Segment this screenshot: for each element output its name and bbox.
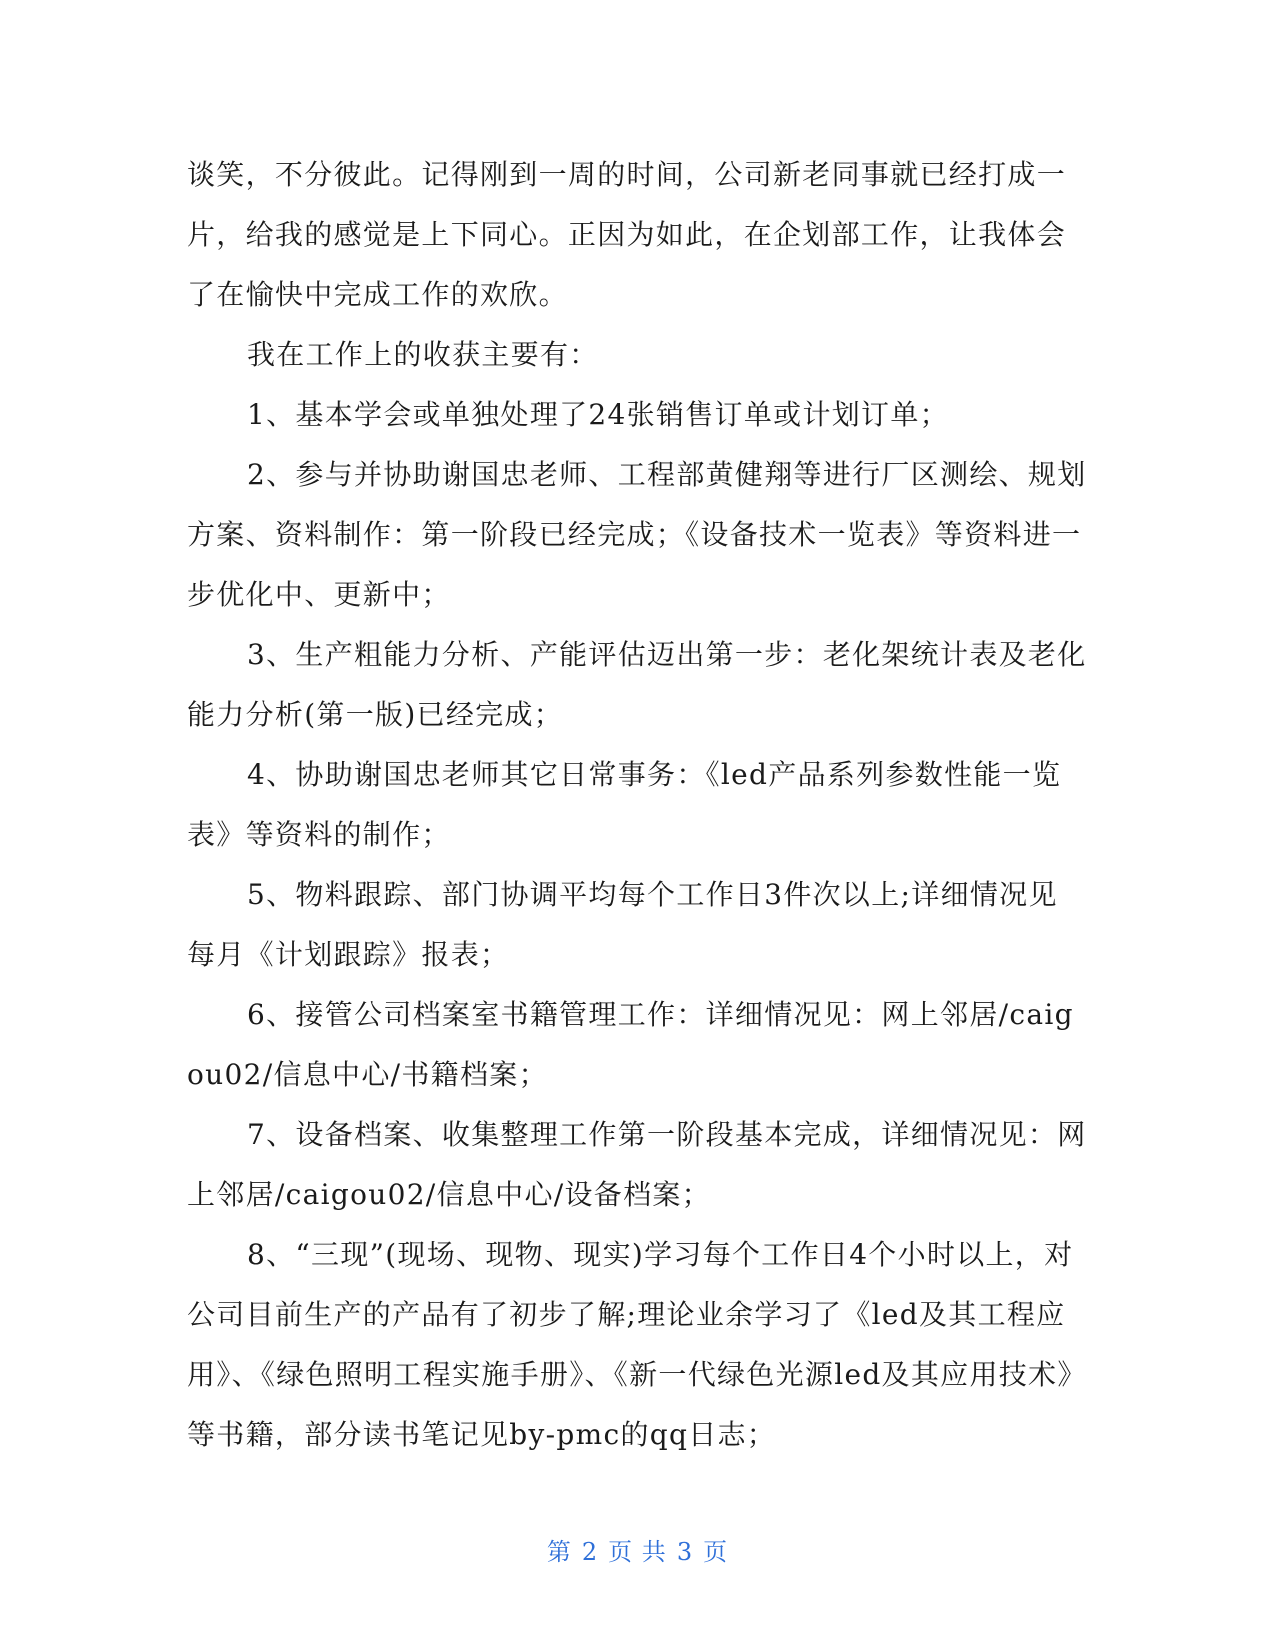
list-item-3: 3、生产粗能力分析、产能评估迈出第一步：老化架统计表及老化能力分析(第一版)已经完成； [187,638,1087,731]
list-item-2: 2、参与并协助谢国忠老师、工程部黄健翔等进行厂区测绘、规划方案、资料制作：第一阶段已经完成；《设备技术一览表》等资料进一步优化中、更新中； [187,458,1087,611]
footer-current-page: 2 [581,1538,599,1566]
footer-total-pages: 3 [676,1538,694,1566]
document-body [187,145,1087,1465]
paragraph-gains-intro: 我在工作上的收获主要有： [247,338,599,371]
list-item-5: 5、物料跟踪、部门协调平均每个工作日3件次以上;详细情况见每月《计划跟踪》报表； [187,878,1058,971]
list-item-7: 7、设备档案、收集整理工作第一阶段基本完成，详细情况见：网上邻居/caigou02/信息中心/设备档案； [187,1118,1087,1211]
list-item-8: 8、“三现”(现场、现物、现实)学习每个工作日4个小时以上，对公司目前生产的产品有了初步了解;理论业余学习了《led及其工程应用》、《绿色照明工程实施手册》、《新一代绿色光源led及其应用技术》等书籍，部分读书笔记见by-pmc的qq日志； [187,1238,1087,1451]
list-item-6: 6、接管公司档案室书籍管理工作：详细情况见：网上邻居/caigou02/信息中心/书籍档案； [187,998,1074,1091]
footer-prefix: 第 [546,1538,572,1566]
footer-suffix: 页 [703,1538,729,1566]
list-item-4: 4、协助谢国忠老师其它日常事务：《led产品系列参数性能一览表》等资料的制作； [187,758,1062,851]
list-item-1: 1、基本学会或单独处理了24张销售订单或计划订单； [247,398,949,431]
paragraph-continuation: 谈笑，不分彼此。记得刚到一周的时间，公司新老同事就已经打成一片，给我的感觉是上下同心。正因为如此，在企划部工作，让我体会了在愉快中完成工作的欢欣。 [187,158,1067,311]
footer-middle: 页 共 [608,1538,667,1566]
page-footer [0,1532,1275,1567]
